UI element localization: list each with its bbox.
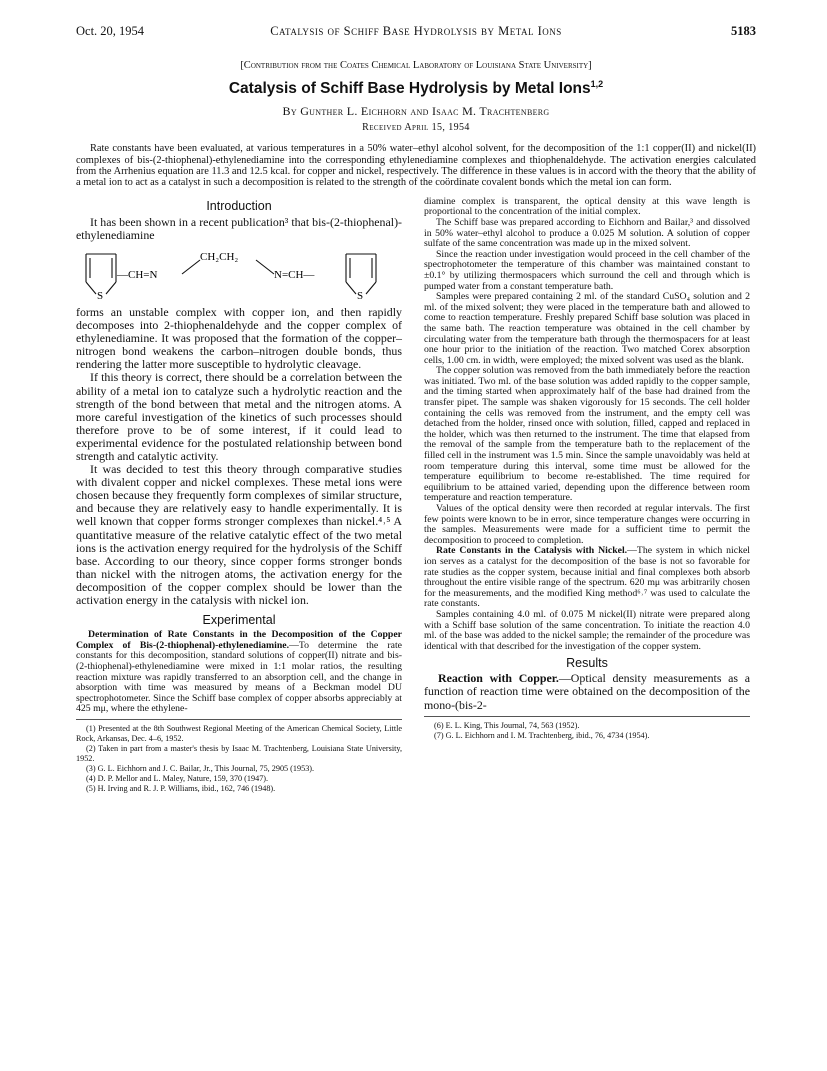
nickel-runin-heading: Rate Constants in the Catalysis with Nickel.: [436, 545, 628, 557]
ethylene-bridge-label: CH₂CH₂: [200, 250, 239, 263]
right-paragraph-7-text: —The system in which nickel ion serves as a catalyst for the decomposition of the base is not so favorable for rate studies as the copper system, because initial and final complexes both absorb throughout the entire visible range of the spectrum. 620 mμ was arbitrarily chosen for the measurements, and the modified King method⁶˒⁷ was used to calculate the rate constants.: [424, 545, 750, 610]
footnote-3: (3) G. L. Eichhorn and J. C. Bailar, Jr., This Journal, 75, 2905 (1953).: [86, 763, 315, 773]
sulfur-right-label: S: [357, 289, 364, 302]
right-paragraph-6: Values of the optical density were then recorded at regular intervals. The first few points were known to be in error, since temperature changes were occurring in the samples. Measurements were made for a sufficient time to permit the decomposition to proceed to completion.: [424, 503, 750, 546]
right-paragraph-7: [424, 546, 750, 610]
sulfur-left-label: S: [97, 289, 104, 302]
right-paragraph-8: Samples containing 4.0 ml. of 0.075 M nickel(II) nitrate were prepared along with a Schiff base solution of the same concentration. To initiate the reaction 4.0 ml. of the base was added to the nickel sample; the remainder of the procedure was identical with that described for the investigation of the copper system.: [424, 608, 750, 652]
footnote-rule-right: [424, 716, 750, 717]
article-title: [76, 79, 756, 98]
received-date: Received April 15, 1954: [362, 122, 470, 134]
experimental-paragraph-1: [76, 630, 402, 715]
footnote-7: (7) G. L. Eichhorn and I. M. Trachtenberg, ibid., 76, 4734 (1954).: [434, 730, 650, 740]
results-heading: Results: [566, 656, 608, 671]
footnote-2: (2) Taken in part from a master's thesis by Isaac M. Trachtenberg, Louisiana State University, 1952.: [76, 743, 402, 763]
intro-paragraph-3: If this theory is correct, there should be a correlation between the ability of a metal ion to catalyze such a hydrolytic reaction and the strength of the bond between that metal and the nitrogen atoms. A more careful investigation of the kinetics of such processes should therefore prove to be of some interest, if it could lead to experimental evidence for the postulated relationship between bond strength and catalytic activity.: [76, 370, 402, 463]
abstract: Rate constants have been evaluated, at various temperatures in a 50% water–ethyl alcohol solvent, for the decomposition of the 1:1 copper(II) and nickel(II) complexes of bis-(2-thiophenal)-ethylenediamine into the corresponding ethylenediamine complexes and thiophenaldehyde. The activation energies calculated from the Arrhenius equation are 11.3 and 12.5 kcal. for copper and nickel, respectively. The difference in these values is in accord with the theory that the ability of a metal ion to act as a catalyst in such a decomposition is related to the strength of the coördinate covalent bonds which the metal ion can form.: [76, 143, 756, 189]
results-runin-heading: Reaction with Copper.: [438, 671, 559, 686]
experimental-paragraph-1-text: —To determine the rate constants for this decomposition, standard solutions of copper(II) nitrate and bis-(2-thiophenal)-ethylenediamine were mixed in 1:1 molar ratios, the resulting reaction mixture was rapidly transferred to an absorption cell, and the change in absorption with time was measured by means of a Beckman model DU spectrophotometer. Since the Schiff base complex of copper absorbs appreciably at 425 mμ, where the ethylene-: [76, 639, 402, 715]
footnotes-right: [424, 721, 750, 741]
left-column: [76, 197, 402, 794]
right-imine-label: N=CH—: [274, 268, 315, 281]
right-paragraph-3: Since the reaction under investigation would proceed in the cell chamber of the spectrophotometer the temperature of this chamber was maintained constant to ±0.1° by utilizing thermospacers which surround the cell and through which is pumped water from a constant temperature bath.: [424, 248, 750, 292]
header-date: Oct. 20, 1954: [76, 24, 145, 38]
right-paragraph-4: Samples were prepared containing 2 ml. of the standard CuSO₄ solution and 2 ml. of the mixed solvent; they were placed in the temperature bath and allowed to come to reaction temperature. Freshly prepared Schiff base solution was placed in the same bath. The reaction temperature was obtained in the cell chamber by circulating water from the temperature bath through the thermospacers for at least one hour prior to the initiation of the reaction. Two matched Corex absorption cells, 1.00 cm. in width, were employed; the mixed solvent was used as the blank.: [424, 291, 750, 366]
intro-paragraph-2: forms an unstable complex with copper ion, and then rapidly decomposes into 2-thiophenaldehyde and the copper complex of ethylenediamine. It was proposed that the formation of the copper–nitrogen bond weakens the carbon–nitrogen double bonds, thus rendering the latter more susceptible to hydrolytic cleavage.: [76, 304, 402, 372]
right-column: [424, 197, 750, 741]
right-paragraph-5: The copper solution was removed from the bath immediately before the reaction was initiated. Two ml. of the base solution was added rapidly to the copper sample, and the timing started when approximately half of the base had drained from the transfer pipet. The sample was shaken vigorously for 15 seconds. The cell holder containing the cells was removed from the instrument, and the empty cell was detached from the holder, rinsed once with solution, filled, capped and replaced in the holder, which was then returned to the instrument. The time that elapsed from the removal of the sample from the temperature bath to the replacement of the filled cell in the instrument was 1.5 min. Since the sample unavoidably was held at room temperature during this interval, some time must be allowed for the temperature equilibrium to become re-established. The time required for equilibrium to be attained varied, depending upon the difference between room temperature and reaction temperature.: [424, 365, 750, 504]
experimental-heading: Experimental: [202, 613, 276, 628]
footnote-rule-left: [76, 719, 402, 720]
header-page-number: 5183: [731, 24, 756, 38]
introduction-heading: Introduction: [206, 198, 272, 213]
experimental-runin-heading: Determination of Rate Constants in the Decomposition of the Copper Complex of Bis-(2-thiophenal)-ethylenediamine.: [76, 629, 402, 651]
results-paragraph-1: [424, 672, 750, 711]
article-title-text: Catalysis of Schiff Base Hydrolysis by Metal Ions: [228, 80, 591, 98]
footnote-5: (5) H. Irving and R. J. P. Williams, ibid., 162, 746 (1948).: [86, 783, 276, 793]
results-paragraph-1-text: —Optical density measurements as a function of reaction time were obtained on the decomposition of the mono-(bis-2-: [424, 671, 751, 712]
intro-paragraph-4: It was decided to test this theory through comparative studies with divalent copper and nickel complexes. These metal ions were chosen because they frequently form complexes of similar structure, and because they are relatively easy to handle experimentally. It is well known that copper forms stronger complexes than nickel.⁴˒⁵ A quantitative measure of the relative catalytic effect of the two metal ions is the activation energy required for the hydrolysis of the Schiff base. According to our theory, since copper forms stronger bonds than nickel with the nitrogen atoms, the activation energy for the decomposition of the copper complex should be lower than the activation energy in the catalysis with nickel ion.: [76, 462, 402, 608]
journal-page: [76, 24, 756, 1057]
footnote-6: (6) E. L. King, This Journal, 74, 563 (1952).: [434, 720, 580, 730]
intro-paragraph-1: It has been shown in a recent publication³ that bis-(2-thiophenal)-ethylenediamine: [76, 214, 402, 242]
footnote-1: (1) Presented at the 8th Southwest Regional Meeting of the American Chemical Society, Little Rock, Arkansas, Dec. 4–6, 1952.: [76, 723, 402, 743]
footnotes-left: [76, 724, 402, 794]
contribution-line: [Contribution from the Coates Chemical Laboratory of Louisiana State University]: [240, 60, 592, 71]
two-column-body: [76, 197, 756, 1057]
footnote-4: (4) D. P. Mellor and L. Maley, Nature, 159, 370 (1947).: [86, 773, 269, 783]
right-paragraph-1: diamine complex is transparent, the optical density at this wave length is proportional to the concentration of the initial complex.: [424, 195, 750, 218]
running-header: [76, 24, 756, 44]
left-imine-label: —CH=N: [117, 268, 158, 281]
bis-thiophenal-ethylenediamine-structure: [76, 246, 402, 302]
title-footnote-refs: 1,2: [590, 79, 604, 89]
right-paragraph-2: The Schiff base was prepared according to Eichhorn and Bailar,³ and dissolved in 50% water–ethyl alcohol to produce a 0.025 M solution. A solution of copper sulfate of the same concentration was made up in the mixed solvent.: [424, 216, 750, 250]
structural-formula: [76, 246, 402, 302]
author-line: By Gunther L. Eichhorn and Isaac M. Trachtenberg: [282, 104, 550, 119]
header-running-title: Catalysis of Schiff Base Hydrolysis by Metal Ions: [270, 24, 562, 38]
